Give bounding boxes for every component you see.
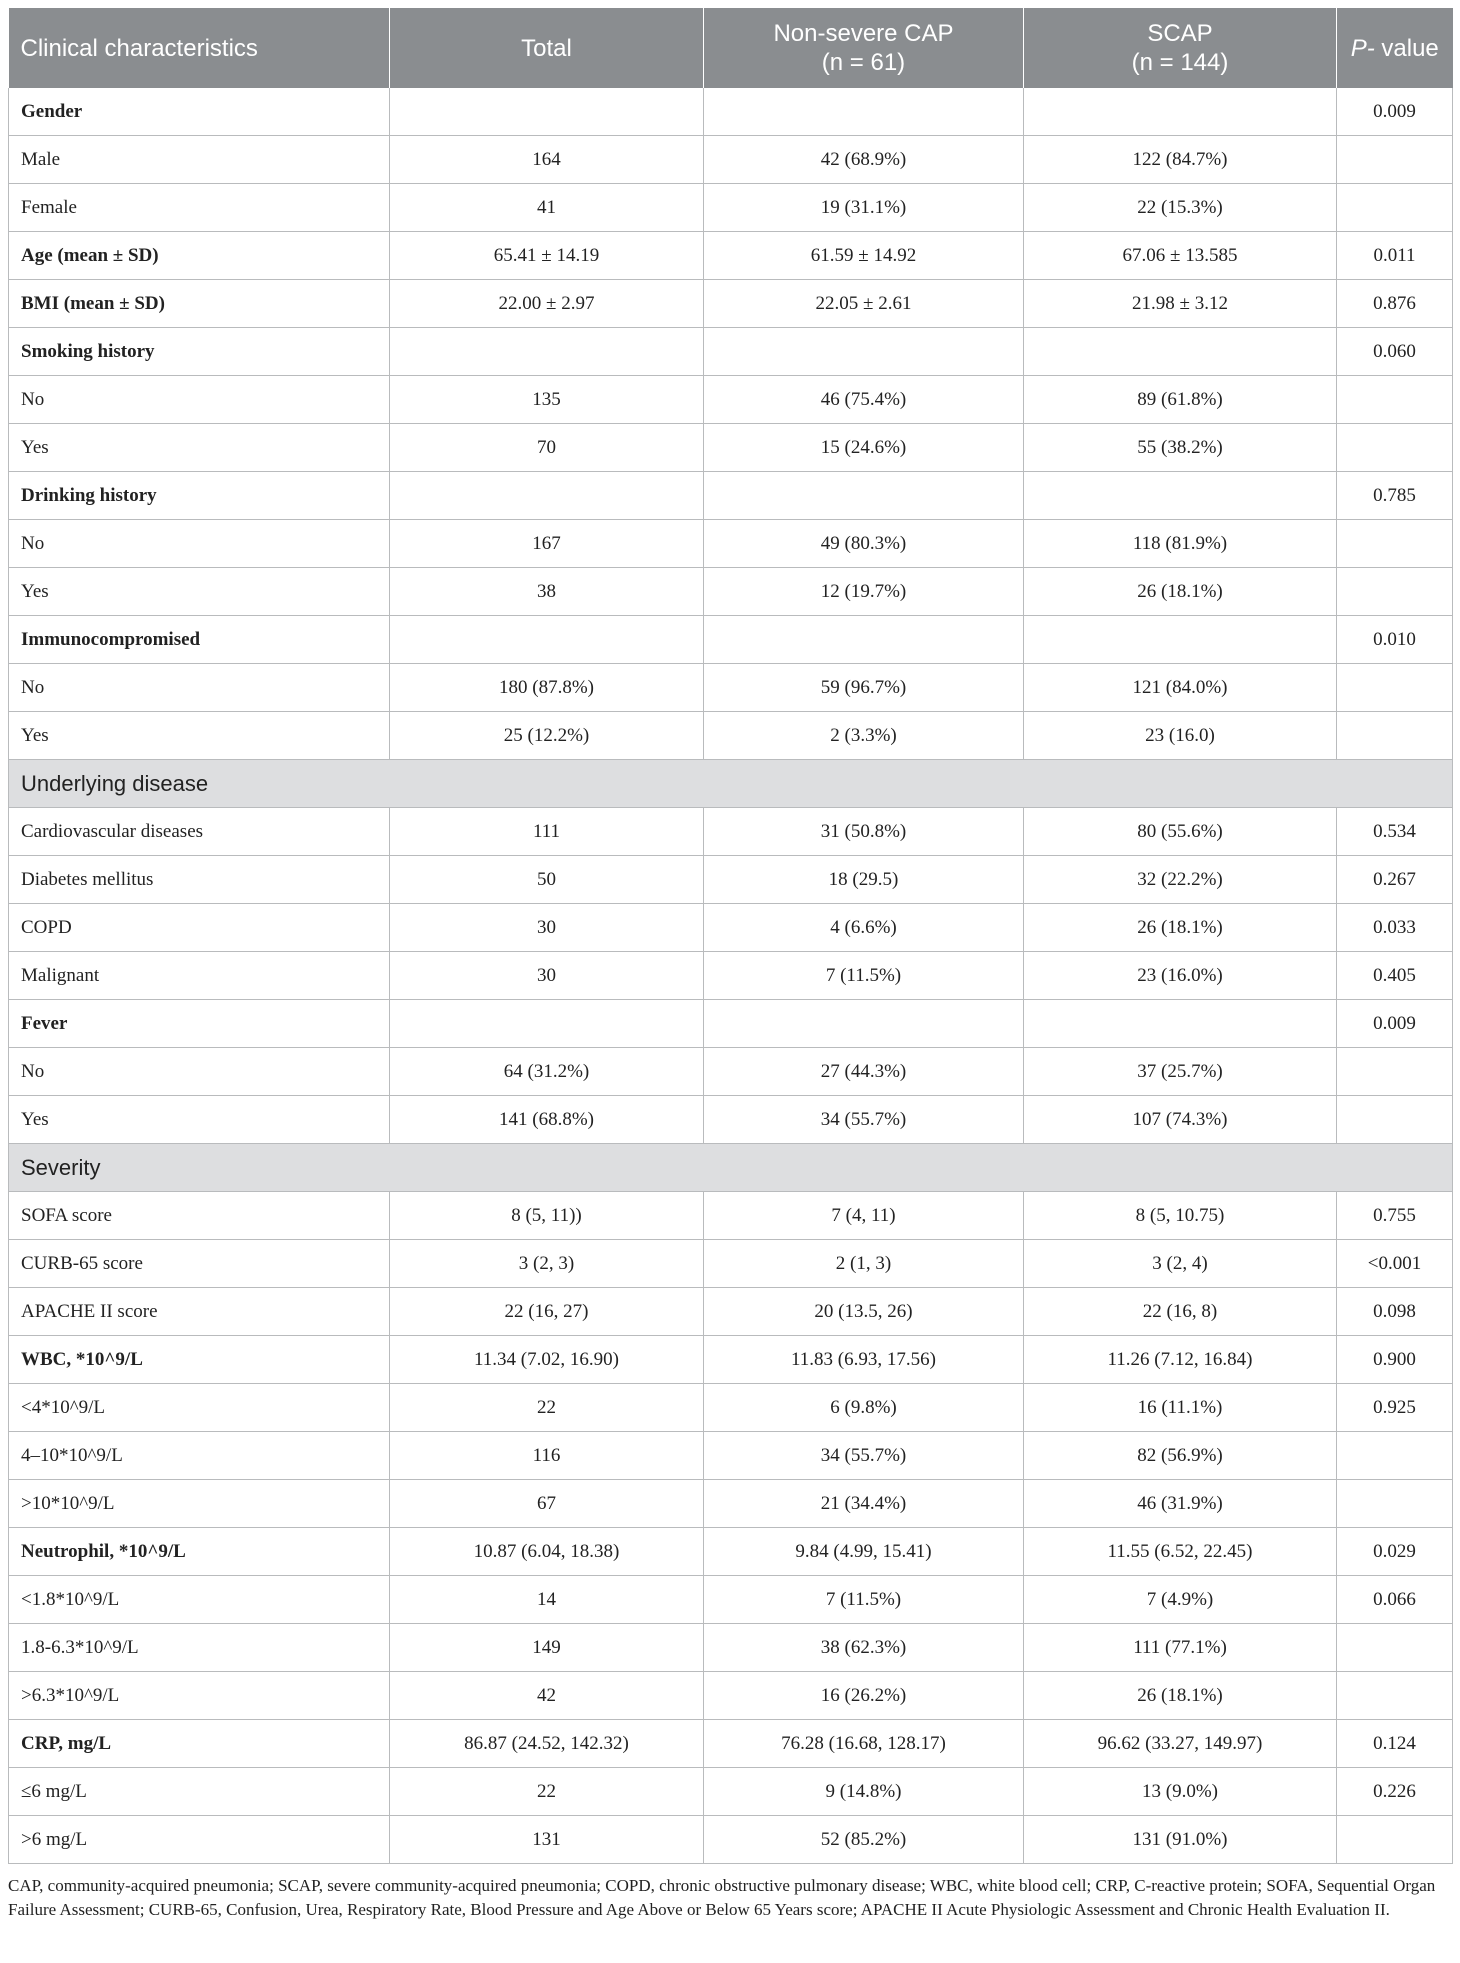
table-footnote: CAP, community-acquired pneumonia; SCAP, severe community-acquired pneumonia; COPD, chronic obstructive pulmonary disease; WBC, white blood cell; CRP, C-reactive protein; SOFA, Sequential Organ Failure Assessment; CURB-65, Confusion, Urea, Respiratory Rate, Blood Pressure and Age Above or Below 65 Years score; APACHE II Acute Physiologic Assessment and Chronic Health Evaluation II. — [8, 1876, 1436, 1919]
p-value-cell: 0.098 — [1337, 1288, 1453, 1336]
characteristic-cell: Female — [9, 184, 390, 232]
table-row — [9, 1048, 1453, 1096]
characteristic-cell: Fever — [9, 1000, 390, 1048]
characteristic-cell: CRP, mg/L — [9, 1720, 390, 1768]
non-severe-cap-cell: 6 (9.8%) — [704, 1384, 1024, 1432]
non-severe-cap-cell: 49 (80.3%) — [704, 520, 1024, 568]
scap-cell: 96.62 (33.27, 149.97) — [1024, 1720, 1337, 1768]
scap-cell: 26 (18.1%) — [1024, 1672, 1337, 1720]
p-value-cell — [1337, 664, 1453, 712]
p-value-cell — [1337, 184, 1453, 232]
total-cell: 70 — [390, 424, 704, 472]
table-row — [9, 280, 1453, 328]
header-non-severe-cap-n: (n = 61) — [821, 49, 906, 76]
scap-cell — [1024, 328, 1337, 376]
scap-cell: 3 (2, 4) — [1024, 1240, 1337, 1288]
table-header — [9, 8, 1453, 88]
non-severe-cap-cell: 4 (6.6%) — [704, 904, 1024, 952]
table-row — [9, 1528, 1453, 1576]
total-cell: 14 — [390, 1576, 704, 1624]
header-p-value — [1337, 8, 1453, 88]
characteristic-cell: CURB-65 score — [9, 1240, 390, 1288]
non-severe-cap-cell: 18 (29.5) — [704, 856, 1024, 904]
p-value-cell — [1337, 712, 1453, 760]
characteristic-cell: APACHE II score — [9, 1288, 390, 1336]
characteristic-cell: Male — [9, 136, 390, 184]
table-row — [9, 712, 1453, 760]
header-non-severe-cap-label: Non-severe CAP — [773, 20, 954, 47]
p-value-cell: 0.124 — [1337, 1720, 1453, 1768]
scap-cell: 32 (22.2%) — [1024, 856, 1337, 904]
scap-cell: 11.26 (7.12, 16.84) — [1024, 1336, 1337, 1384]
non-severe-cap-cell: 11.83 (6.93, 17.56) — [704, 1336, 1024, 1384]
characteristic-cell: Yes — [9, 424, 390, 472]
clinical-characteristics-table — [8, 8, 1453, 1864]
p-value-cell: 0.033 — [1337, 904, 1453, 952]
non-severe-cap-cell: 20 (13.5, 26) — [704, 1288, 1024, 1336]
table-row — [9, 424, 1453, 472]
p-value-cell: 0.900 — [1337, 1336, 1453, 1384]
header-row — [9, 8, 1453, 88]
total-cell: 135 — [390, 376, 704, 424]
non-severe-cap-cell: 31 (50.8%) — [704, 808, 1024, 856]
table-row — [9, 520, 1453, 568]
scap-cell: 55 (38.2%) — [1024, 424, 1337, 472]
total-cell: 30 — [390, 904, 704, 952]
characteristic-cell: Cardiovascular diseases — [9, 808, 390, 856]
p-value-cell: 0.267 — [1337, 856, 1453, 904]
scap-cell: 89 (61.8%) — [1024, 376, 1337, 424]
total-cell: 131 — [390, 1816, 704, 1864]
table-row — [9, 904, 1453, 952]
total-cell — [390, 88, 704, 136]
total-cell: 86.87 (24.52, 142.32) — [390, 1720, 704, 1768]
total-cell: 67 — [390, 1480, 704, 1528]
total-cell: 22 — [390, 1768, 704, 1816]
table-row — [9, 1672, 1453, 1720]
total-cell: 38 — [390, 568, 704, 616]
p-value-cell: 0.226 — [1337, 1768, 1453, 1816]
table-row — [9, 136, 1453, 184]
characteristic-cell: Gender — [9, 88, 390, 136]
non-severe-cap-cell: 27 (44.3%) — [704, 1048, 1024, 1096]
p-value-cell — [1337, 376, 1453, 424]
total-cell — [390, 1000, 704, 1048]
table-row — [9, 616, 1453, 664]
total-cell: 22.00 ± 2.97 — [390, 280, 704, 328]
characteristic-cell: SOFA score — [9, 1192, 390, 1240]
characteristic-cell: No — [9, 664, 390, 712]
header-non-severe-cap — [704, 8, 1024, 88]
characteristic-cell: >6 mg/L — [9, 1816, 390, 1864]
characteristic-cell: Yes — [9, 568, 390, 616]
p-value-cell: 0.029 — [1337, 1528, 1453, 1576]
table-row — [9, 808, 1453, 856]
total-cell: 116 — [390, 1432, 704, 1480]
table-row — [9, 568, 1453, 616]
non-severe-cap-cell: 52 (85.2%) — [704, 1816, 1024, 1864]
p-value-cell: 0.755 — [1337, 1192, 1453, 1240]
total-cell: 22 — [390, 1384, 704, 1432]
characteristic-cell: 1.8-6.3*10^9/L — [9, 1624, 390, 1672]
scap-cell: 131 (91.0%) — [1024, 1816, 1337, 1864]
non-severe-cap-cell — [704, 472, 1024, 520]
p-value-cell: 0.011 — [1337, 232, 1453, 280]
p-value-cell: 0.010 — [1337, 616, 1453, 664]
scap-cell: 22 (15.3%) — [1024, 184, 1337, 232]
p-value-cell — [1337, 1048, 1453, 1096]
p-value-cell: <0.001 — [1337, 1240, 1453, 1288]
table-row — [9, 1288, 1453, 1336]
p-value-cell: 0.009 — [1337, 88, 1453, 136]
non-severe-cap-cell: 7 (11.5%) — [704, 1576, 1024, 1624]
table-row — [9, 1192, 1453, 1240]
scap-cell: 26 (18.1%) — [1024, 568, 1337, 616]
characteristic-cell: No — [9, 376, 390, 424]
p-value-cell — [1337, 520, 1453, 568]
non-severe-cap-cell: 7 (4, 11) — [704, 1192, 1024, 1240]
p-value-cell: 0.066 — [1337, 1576, 1453, 1624]
scap-cell: 23 (16.0) — [1024, 712, 1337, 760]
scap-cell: 118 (81.9%) — [1024, 520, 1337, 568]
scap-cell: 7 (4.9%) — [1024, 1576, 1337, 1624]
scap-cell: 46 (31.9%) — [1024, 1480, 1337, 1528]
p-value-cell: 0.534 — [1337, 808, 1453, 856]
non-severe-cap-cell: 15 (24.6%) — [704, 424, 1024, 472]
non-severe-cap-cell: 42 (68.9%) — [704, 136, 1024, 184]
p-value-cell: 0.060 — [1337, 328, 1453, 376]
characteristic-cell: ≤6 mg/L — [9, 1768, 390, 1816]
section-label: Severity — [9, 1144, 1453, 1192]
scap-cell — [1024, 1000, 1337, 1048]
non-severe-cap-cell — [704, 1000, 1024, 1048]
table-row — [9, 1576, 1453, 1624]
section-label: Underlying disease — [9, 760, 1453, 808]
non-severe-cap-cell: 59 (96.7%) — [704, 664, 1024, 712]
table-row — [9, 376, 1453, 424]
scap-cell: 11.55 (6.52, 22.45) — [1024, 1528, 1337, 1576]
total-cell: 3 (2, 3) — [390, 1240, 704, 1288]
scap-cell: 80 (55.6%) — [1024, 808, 1337, 856]
characteristic-cell: Drinking history — [9, 472, 390, 520]
p-value-cell: 0.925 — [1337, 1384, 1453, 1432]
table-row — [9, 1624, 1453, 1672]
clinical-characteristics-table-container — [8, 8, 1452, 1864]
scap-cell: 26 (18.1%) — [1024, 904, 1337, 952]
characteristic-cell: No — [9, 520, 390, 568]
scap-cell: 23 (16.0%) — [1024, 952, 1337, 1000]
header-clinical-characteristics: Clinical characteristics — [9, 8, 390, 88]
p-value-cell — [1337, 1480, 1453, 1528]
table-row — [9, 1432, 1453, 1480]
p-value-cell: 0.876 — [1337, 280, 1453, 328]
total-cell: 41 — [390, 184, 704, 232]
p-value-cell — [1337, 1432, 1453, 1480]
scap-cell: 121 (84.0%) — [1024, 664, 1337, 712]
characteristic-cell: Age (mean ± SD) — [9, 232, 390, 280]
characteristic-cell: Yes — [9, 712, 390, 760]
non-severe-cap-cell: 46 (75.4%) — [704, 376, 1024, 424]
characteristic-cell: Yes — [9, 1096, 390, 1144]
table-row — [9, 1240, 1453, 1288]
total-cell: 11.34 (7.02, 16.90) — [390, 1336, 704, 1384]
p-value-cell: 0.405 — [1337, 952, 1453, 1000]
characteristic-cell: <1.8*10^9/L — [9, 1576, 390, 1624]
total-cell: 149 — [390, 1624, 704, 1672]
section-row — [9, 760, 1453, 808]
table-row — [9, 1336, 1453, 1384]
table-row — [9, 1768, 1453, 1816]
total-cell: 8 (5, 11)) — [390, 1192, 704, 1240]
scap-cell: 37 (25.7%) — [1024, 1048, 1337, 1096]
header-scap-n: (n = 144) — [1131, 49, 1229, 76]
total-cell: 10.87 (6.04, 18.38) — [390, 1528, 704, 1576]
scap-cell: 13 (9.0%) — [1024, 1768, 1337, 1816]
total-cell: 50 — [390, 856, 704, 904]
total-cell — [390, 328, 704, 376]
non-severe-cap-cell: 21 (34.4%) — [704, 1480, 1024, 1528]
non-severe-cap-cell: 34 (55.7%) — [704, 1432, 1024, 1480]
table-row — [9, 88, 1453, 136]
characteristic-cell: 4–10*10^9/L — [9, 1432, 390, 1480]
characteristic-cell: WBC, *10^9/L — [9, 1336, 390, 1384]
total-cell: 141 (68.8%) — [390, 1096, 704, 1144]
p-value-cell — [1337, 1624, 1453, 1672]
table-row — [9, 184, 1453, 232]
characteristic-cell: Diabetes mellitus — [9, 856, 390, 904]
scap-cell: 8 (5, 10.75) — [1024, 1192, 1337, 1240]
scap-cell: 111 (77.1%) — [1024, 1624, 1337, 1672]
table-row — [9, 1000, 1453, 1048]
scap-cell: 16 (11.1%) — [1024, 1384, 1337, 1432]
table-row — [9, 856, 1453, 904]
scap-cell: 82 (56.9%) — [1024, 1432, 1337, 1480]
p-value-cell — [1337, 1816, 1453, 1864]
characteristic-cell: BMI (mean ± SD) — [9, 280, 390, 328]
non-severe-cap-cell: 16 (26.2%) — [704, 1672, 1024, 1720]
characteristic-cell: <4*10^9/L — [9, 1384, 390, 1432]
total-cell: 64 (31.2%) — [390, 1048, 704, 1096]
total-cell — [390, 616, 704, 664]
table-row — [9, 664, 1453, 712]
non-severe-cap-cell: 34 (55.7%) — [704, 1096, 1024, 1144]
p-value-cell — [1337, 1672, 1453, 1720]
section-row — [9, 1144, 1453, 1192]
total-cell: 30 — [390, 952, 704, 1000]
header-scap — [1024, 8, 1337, 88]
header-scap-label: SCAP — [1147, 20, 1213, 47]
table-row — [9, 1384, 1453, 1432]
characteristic-cell: Smoking history — [9, 328, 390, 376]
total-cell: 25 (12.2%) — [390, 712, 704, 760]
characteristic-cell: No — [9, 1048, 390, 1096]
table-row — [9, 472, 1453, 520]
table-row — [9, 952, 1453, 1000]
table-row — [9, 1096, 1453, 1144]
scap-cell — [1024, 616, 1337, 664]
total-cell: 167 — [390, 520, 704, 568]
non-severe-cap-cell: 38 (62.3%) — [704, 1624, 1024, 1672]
scap-cell: 122 (84.7%) — [1024, 136, 1337, 184]
header-total: Total — [390, 8, 704, 88]
non-severe-cap-cell: 9 (14.8%) — [704, 1768, 1024, 1816]
table-row — [9, 1480, 1453, 1528]
total-cell: 65.41 ± 14.19 — [390, 232, 704, 280]
header-p-italic: P- — [1350, 34, 1375, 62]
non-severe-cap-cell — [704, 328, 1024, 376]
non-severe-cap-cell: 2 (3.3%) — [704, 712, 1024, 760]
total-cell: 42 — [390, 1672, 704, 1720]
non-severe-cap-cell: 61.59 ± 14.92 — [704, 232, 1024, 280]
header-p-rest: value — [1374, 34, 1439, 62]
scap-cell: 107 (74.3%) — [1024, 1096, 1337, 1144]
non-severe-cap-cell: 7 (11.5%) — [704, 952, 1024, 1000]
p-value-cell — [1337, 1096, 1453, 1144]
characteristic-cell: >10*10^9/L — [9, 1480, 390, 1528]
non-severe-cap-cell: 76.28 (16.68, 128.17) — [704, 1720, 1024, 1768]
non-severe-cap-cell: 12 (19.7%) — [704, 568, 1024, 616]
non-severe-cap-cell: 19 (31.1%) — [704, 184, 1024, 232]
scap-cell — [1024, 472, 1337, 520]
non-severe-cap-cell: 9.84 (4.99, 15.41) — [704, 1528, 1024, 1576]
total-cell: 111 — [390, 808, 704, 856]
scap-cell: 22 (16, 8) — [1024, 1288, 1337, 1336]
characteristic-cell: Neutrophil, *10^9/L — [9, 1528, 390, 1576]
total-cell: 180 (87.8%) — [390, 664, 704, 712]
total-cell: 22 (16, 27) — [390, 1288, 704, 1336]
p-value-cell: 0.009 — [1337, 1000, 1453, 1048]
non-severe-cap-cell: 2 (1, 3) — [704, 1240, 1024, 1288]
table-row — [9, 232, 1453, 280]
p-value-cell: 0.785 — [1337, 472, 1453, 520]
scap-cell: 67.06 ± 13.585 — [1024, 232, 1337, 280]
non-severe-cap-cell: 22.05 ± 2.61 — [704, 280, 1024, 328]
table-row — [9, 1816, 1453, 1864]
non-severe-cap-cell — [704, 88, 1024, 136]
p-value-cell — [1337, 136, 1453, 184]
scap-cell — [1024, 88, 1337, 136]
non-severe-cap-cell — [704, 616, 1024, 664]
p-value-cell — [1337, 568, 1453, 616]
table-row — [9, 328, 1453, 376]
scap-cell: 21.98 ± 3.12 — [1024, 280, 1337, 328]
total-cell: 164 — [390, 136, 704, 184]
table-body — [9, 88, 1453, 1864]
total-cell — [390, 472, 704, 520]
p-value-cell — [1337, 424, 1453, 472]
characteristic-cell: >6.3*10^9/L — [9, 1672, 390, 1720]
characteristic-cell: Immunocompromised — [9, 616, 390, 664]
characteristic-cell: Malignant — [9, 952, 390, 1000]
table-row — [9, 1720, 1453, 1768]
characteristic-cell: COPD — [9, 904, 390, 952]
